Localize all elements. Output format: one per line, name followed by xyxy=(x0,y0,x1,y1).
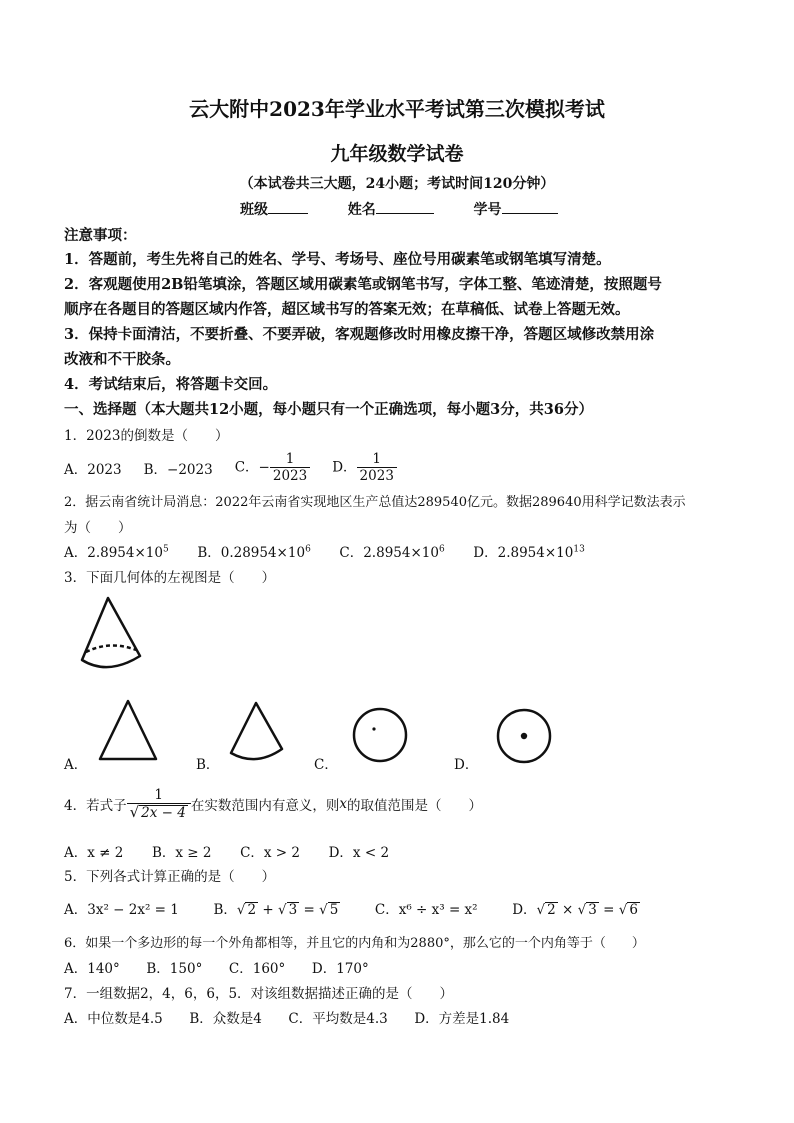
q6-option-a[interactable]: A．140° xyxy=(64,961,120,977)
q2-stem-a: 2．据云南省统计局消息：2022年云南省实现地区生产总值达289540亿元。数据289640用科学记数法表示 xyxy=(64,495,686,510)
q1-options xyxy=(64,450,397,486)
q5-option-a[interactable]: A．3x² − 2x² = 1 xyxy=(64,902,179,918)
q3-option-c-label[interactable]: C． xyxy=(314,757,338,773)
exam-subtitle: 九年级数学试卷 xyxy=(330,143,464,165)
q2-option-b[interactable]: B．$0.28954\times 10^6$ xyxy=(197,544,311,561)
q7-stem: 7．一组数据2，4，6，6，5．对该组数据描述正确的是（ ） xyxy=(64,986,454,1002)
q5-option-c[interactable]: C．x⁶ ÷ x³ = x² xyxy=(374,902,478,918)
class-blank[interactable] xyxy=(268,213,308,214)
q3-option-d-label[interactable]: D． xyxy=(454,757,479,773)
circle-center-dot-icon[interactable] xyxy=(494,706,554,766)
q1-d-fraction: $\frac{1}{2023}$ xyxy=(357,452,397,484)
q6-option-c[interactable]: C．160° xyxy=(228,961,286,977)
q4-option-d[interactable]: D．x < 2 xyxy=(328,845,390,861)
note-2a: 2．客观题使用2B铅笔填涂，答题区域用碳素笔或钢笔书写，字体工整、笔迹清楚，按照题号 xyxy=(64,276,662,293)
notes-heading: 注意事项： xyxy=(64,227,137,244)
exam-info: （本试卷共三大题，24小题；考试时间120分钟） xyxy=(239,176,555,192)
q5-options xyxy=(64,898,640,918)
q1-stem: 1．2023的倒数是（ ） xyxy=(64,428,229,444)
q7-options xyxy=(64,1007,509,1027)
note-4: 4．考试结束后，将答题卡交回。 xyxy=(64,376,278,393)
id-label: 学号 xyxy=(473,202,502,218)
q5-stem: 5．下列各式计算正确的是（ ） xyxy=(64,869,276,885)
name-label: 姓名 xyxy=(347,202,376,218)
note-3a: 3．保持卡面清沽，不要折叠、不要弄破，客观题修改时用橡皮擦干净，答题区域修改禁用涂 xyxy=(64,326,655,343)
q7-option-a[interactable]: A．中位数是4.5 xyxy=(64,1011,163,1027)
student-info-row xyxy=(240,199,558,219)
q1-option-b[interactable]: B．−2023 xyxy=(143,462,213,478)
q7-option-d[interactable]: D．方差是1.84 xyxy=(414,1011,510,1027)
circle-small-dot-icon[interactable] xyxy=(350,705,410,765)
q7-option-c[interactable]: C．平均数是4.3 xyxy=(288,1011,388,1027)
q3-stem: 3．下面几何体的左视图是（ ） xyxy=(64,570,276,586)
section1-heading: 一、选择题（本大题共12小题，每小题只有一个正确选项，每小题3分，共36分） xyxy=(64,401,593,418)
q4-option-b[interactable]: B．x ≥ 2 xyxy=(151,845,212,861)
class-label: 班级 xyxy=(240,202,268,218)
q3-option-a-label[interactable]: A． xyxy=(64,757,88,773)
note-2b: 顺序在各题目的答题区域内作答，超区域书写的答案无效；在草稿低、试卷上答题无效。 xyxy=(64,301,630,318)
q2-stem-b: 为（ ） xyxy=(64,520,132,536)
exam-title: 云大附中2023年学业水平考试第三次模拟考试 xyxy=(189,97,605,121)
cone-sector-icon[interactable] xyxy=(226,699,288,763)
triangle-icon[interactable] xyxy=(96,697,160,763)
q4-option-a[interactable]: A．x ≠ 2 xyxy=(64,845,124,861)
q4-options xyxy=(64,841,389,861)
q6-options xyxy=(64,957,369,977)
q2-option-a[interactable]: A．$2.8954\times 10^5$ xyxy=(64,544,169,561)
q6-stem: 6．如果一个多边形的每一个外角都相等，并且它的内角和为2880°，那么它的一个内角等于（ ） xyxy=(64,936,645,951)
q2-options xyxy=(64,541,585,561)
q1-option-a[interactable]: A．2023 xyxy=(64,462,122,478)
q3-option-b-label[interactable]: B． xyxy=(196,757,220,773)
q1-c-fraction: $\frac{1}{2023}$ xyxy=(270,452,310,484)
note-3b: 改液和不干胶条。 xyxy=(64,351,180,368)
q5-option-d[interactable]: D．√ 2 × √ 3 = √ 6 xyxy=(512,902,638,918)
q7-option-b[interactable]: B．众数是4 xyxy=(189,1011,262,1027)
q1-option-d[interactable]: D． $\frac{1}{2023}$ xyxy=(332,452,397,484)
q1-option-c[interactable]: C．− $\frac{1}{2023}$ xyxy=(235,452,311,484)
q2-option-c[interactable]: C．$2.8954\times 10^6$ xyxy=(339,544,445,561)
q4-option-c[interactable]: C．x > 2 xyxy=(240,845,301,861)
q2-option-d[interactable]: D．$2.8954\times 10^{13}$ xyxy=(473,544,585,561)
q4-fraction: $\frac{1}{√ 2x - 4}$ xyxy=(127,788,191,821)
q5-option-b[interactable]: B．√ 2 + √ 3 = √ 5 xyxy=(213,902,339,918)
id-blank[interactable] xyxy=(502,213,558,214)
q6-option-d[interactable]: D．170° xyxy=(311,961,369,977)
q4-stem: 4．若式子 $\frac{1}{√ 2x - 4}$ 在实数范围内有意义，则 x 的取值范围是（ ） xyxy=(64,786,482,821)
name-blank[interactable] xyxy=(376,213,434,214)
q6-option-b[interactable]: B．150° xyxy=(146,961,203,977)
note-1: 1．答题前，考生先将自己的姓名、学号、考场号、座位号用碳素笔或钢笔填写清楚。 xyxy=(64,251,611,268)
cone-figure xyxy=(76,594,148,670)
